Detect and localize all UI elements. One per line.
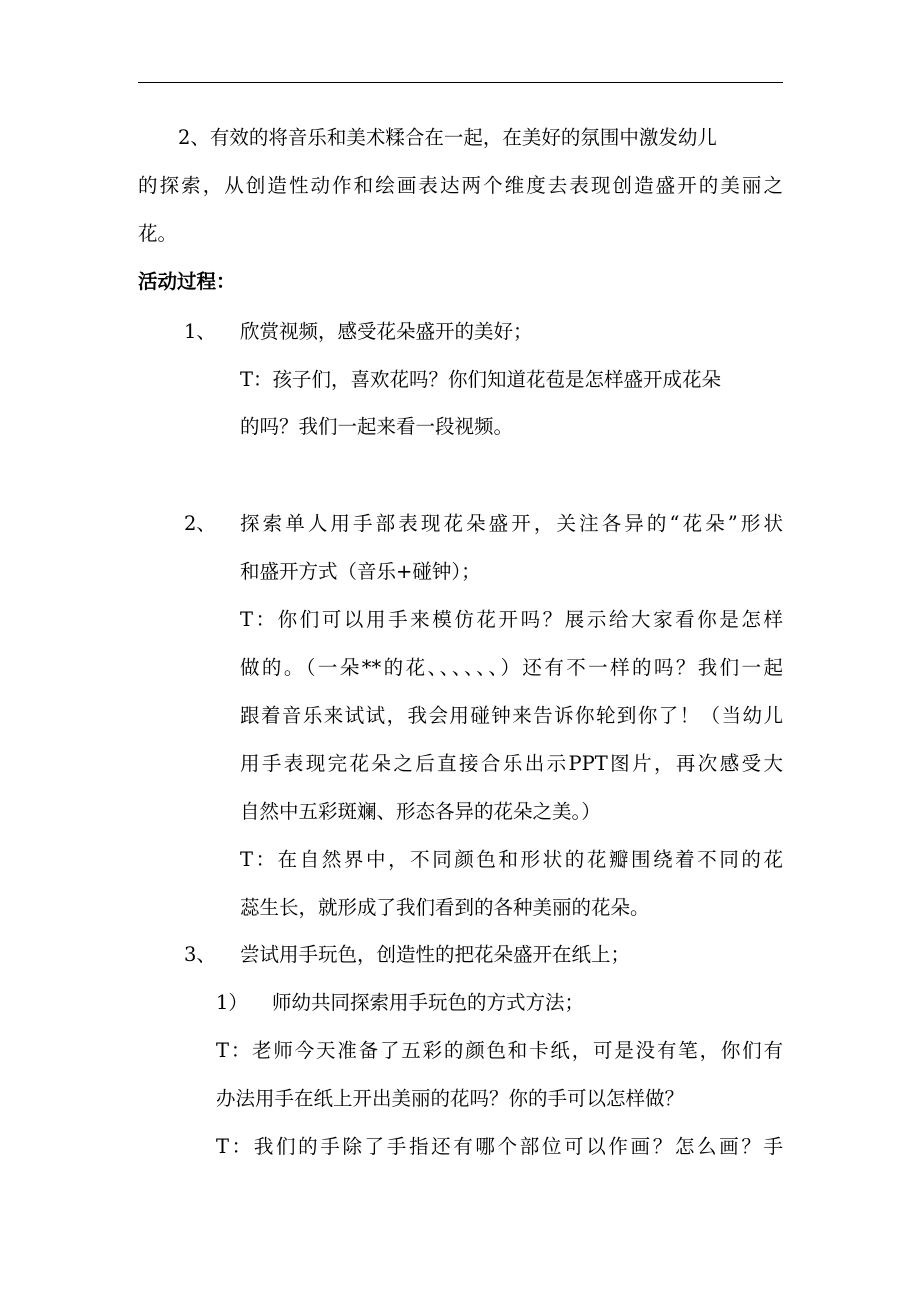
step2-number: 2、 [184,512,216,535]
step2-teacher-a-line5: 自然中五彩斑斓、形态各异的花朵之美。） [240,800,601,823]
step2-title-line1: 探索单人用手部表现花朵盛开，关注各异的“花朵”形状 [240,512,783,535]
step3-teacher-b-line1: T：我们的手除了手指还有哪个部位可以作画？怎么画？手 [216,1135,783,1158]
step1-teacher-line1: T：孩子们，喜欢花吗？你们知道花苞是怎样盛开成花朵 [240,368,722,391]
step2-teacher-b-line1: T：在自然界中，不同颜色和形状的花瓣围绕着不同的花 [240,848,783,871]
objective2-line1: 2、有效的将音乐和美术糅合在一起，在美好的氛围中激发幼儿 [178,126,717,149]
step3-number: 3、 [184,943,216,966]
step3-teacher-a-line2: 办法用手在纸上开出美丽的花吗？你的手可以怎样做？ [216,1087,685,1110]
objective2-line2: 的探索，从创造性动作和绘画表达两个维度去表现创造盛开的美丽之 [138,174,783,197]
step1-number: 1、 [184,320,216,343]
step3-sub1-title: 师幼共同探索用手玩色的方式方法； [272,991,585,1014]
section-heading: 活动过程： [138,270,236,293]
step3-title: 尝试用手玩色，创造性的把花朵盛开在纸上； [240,943,631,966]
step2-teacher-a-line4: 用手表现完花朵之后直接合乐出示PPT图片，再次感受大 [240,752,783,775]
objective2-line3: 花。 [138,222,178,245]
step2-teacher-a-line1: T：你们可以用手来模仿花开吗？展示给大家看你是怎样 [240,608,783,631]
header-rule [138,82,783,83]
step1-teacher-line2: 的吗？我们一起来看一段视频。 [240,415,514,438]
step2-teacher-a-line3: 跟着音乐来试试，我会用碰钟来告诉你轮到你了！（当幼儿 [240,704,783,727]
step2-teacher-b-line2: 蕊生长，就形成了我们看到的各种美丽的花朵。 [240,896,650,919]
step3-sub1-number: 1） [216,991,248,1014]
step2-teacher-a-line2: 做的。（一朵**的花、、、、、、）还有不一样的吗？我们一起 [240,656,783,679]
step1-title: 欣赏视频，感受花朵盛开的美好； [240,320,533,343]
step3-teacher-a-line1: T：老师今天准备了五彩的颜色和卡纸，可是没有笔，你们有 [216,1039,783,1062]
step2-title-line2: 和盛开方式（音乐+碰钟）； [240,560,481,583]
